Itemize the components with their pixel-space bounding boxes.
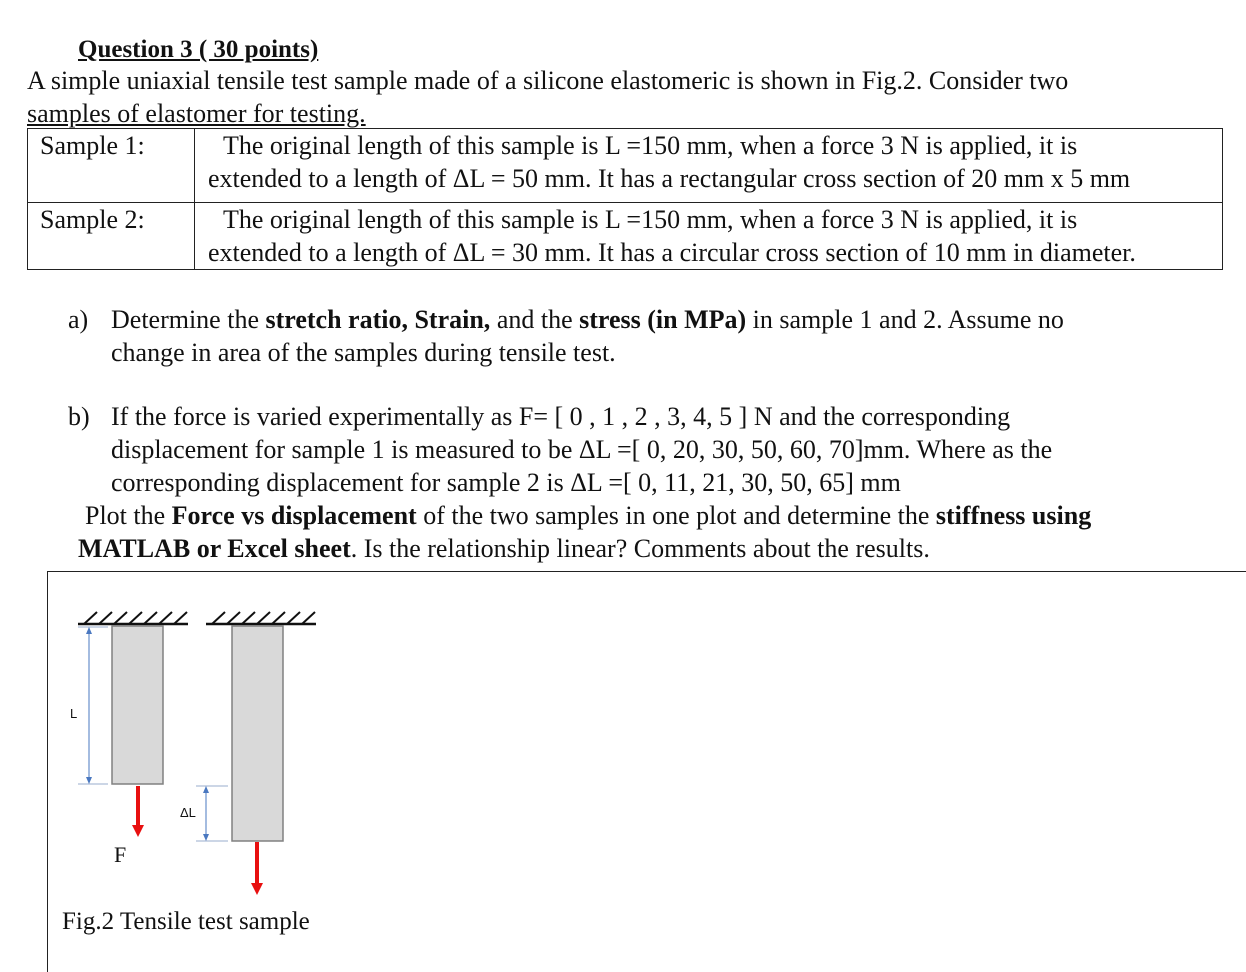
tensile-test-figure: [0, 571, 1246, 965]
sample-description: [195, 129, 1223, 203]
part-b-line-1: [68, 402, 1010, 432]
length-label: L: [70, 706, 78, 721]
length-dimension: [78, 627, 108, 784]
question-title: Question 3 ( 30 points): [78, 36, 319, 63]
samples-table: [27, 128, 1223, 270]
sample-desc-line-2: extended to a length of ΔL = 30 mm. It has a circular cross section of 10 mm in diameter.: [208, 238, 1136, 267]
part-a-text: Determine the: [111, 305, 266, 334]
part-a-line-2: change in area of the samples during tensile test.: [111, 338, 616, 367]
intro-text-line-1: A simple uniaxial tensile test sample made of a silicone elastomeric is shown in Fig.2. Consider two: [27, 66, 1069, 95]
part-b-line-2: displacement for sample 1 is measured to be ΔL =[ 0, 20, 30, 50, 60, 70]mm. Where as the: [111, 435, 1053, 464]
part-b-bold-stiffness: stiffness using: [935, 501, 1092, 530]
part-b-label: b): [68, 402, 90, 431]
part-b-text: . Is the relationship linear? Comments about the results.: [350, 534, 930, 563]
sample-description: [195, 203, 1223, 270]
delta-length-label: ΔL: [180, 805, 196, 820]
part-b-plot-line-1: [85, 501, 1091, 531]
sample-label: Sample 2:: [28, 203, 195, 270]
part-b-text: Plot the: [85, 501, 172, 530]
sample-row: [28, 129, 1223, 203]
part-b-line-3: corresponding displacement for sample 2 is ΔL =[ 0, 11, 21, 30, 50, 65] mm: [111, 468, 901, 497]
part-a-text: in sample 1 and 2. Assume no: [746, 305, 1064, 334]
intro-text-line-2: samples of elastomer for testing.: [27, 99, 366, 128]
force-arrow-icon: [132, 786, 144, 837]
sample-desc-line-1: The original length of this sample is L =150 mm, when a force 3 N is applied, it is: [223, 131, 1078, 160]
part-a-bold-stress: stress (in MPa): [579, 305, 747, 334]
sample-desc-line-1: The original length of this sample is L =150 mm, when a force 3 N is applied, it is: [223, 205, 1078, 234]
fixed-support-icon: [206, 612, 316, 624]
part-b-plot-line-2: [78, 534, 930, 564]
sample-row: [28, 203, 1223, 270]
sample-label: Sample 1:: [28, 129, 195, 203]
figure-caption: Fig.2 Tensile test sample: [62, 908, 310, 935]
part-a-text: and the: [490, 305, 580, 334]
part-b-text: If the force is varied experimentally as F= [ 0 , 1 , 2 , 3, 4, 5 ] N and the corresponding: [111, 402, 1011, 431]
part-a-label: a): [68, 305, 89, 334]
fixed-support-icon: [78, 612, 188, 624]
force-arrow-icon: [251, 842, 263, 895]
original-sample: [112, 626, 163, 784]
stretched-sample: [232, 626, 283, 841]
part-a-bold-stretch: stretch ratio, Strain,: [265, 305, 491, 334]
part-b-bold-matlab: MATLAB or Excel sheet: [78, 534, 351, 563]
force-label: F: [114, 842, 127, 867]
delta-length-dimension: [196, 786, 228, 841]
part-b-text: of the two samples in one plot and determine the: [416, 501, 936, 530]
sample-desc-line-2: extended to a length of ΔL = 50 mm. It has a rectangular cross section of 20 mm x 5 mm: [208, 164, 1131, 193]
part-a-line-1: [68, 305, 1064, 335]
part-b-bold-force: Force vs displacement: [171, 501, 417, 530]
